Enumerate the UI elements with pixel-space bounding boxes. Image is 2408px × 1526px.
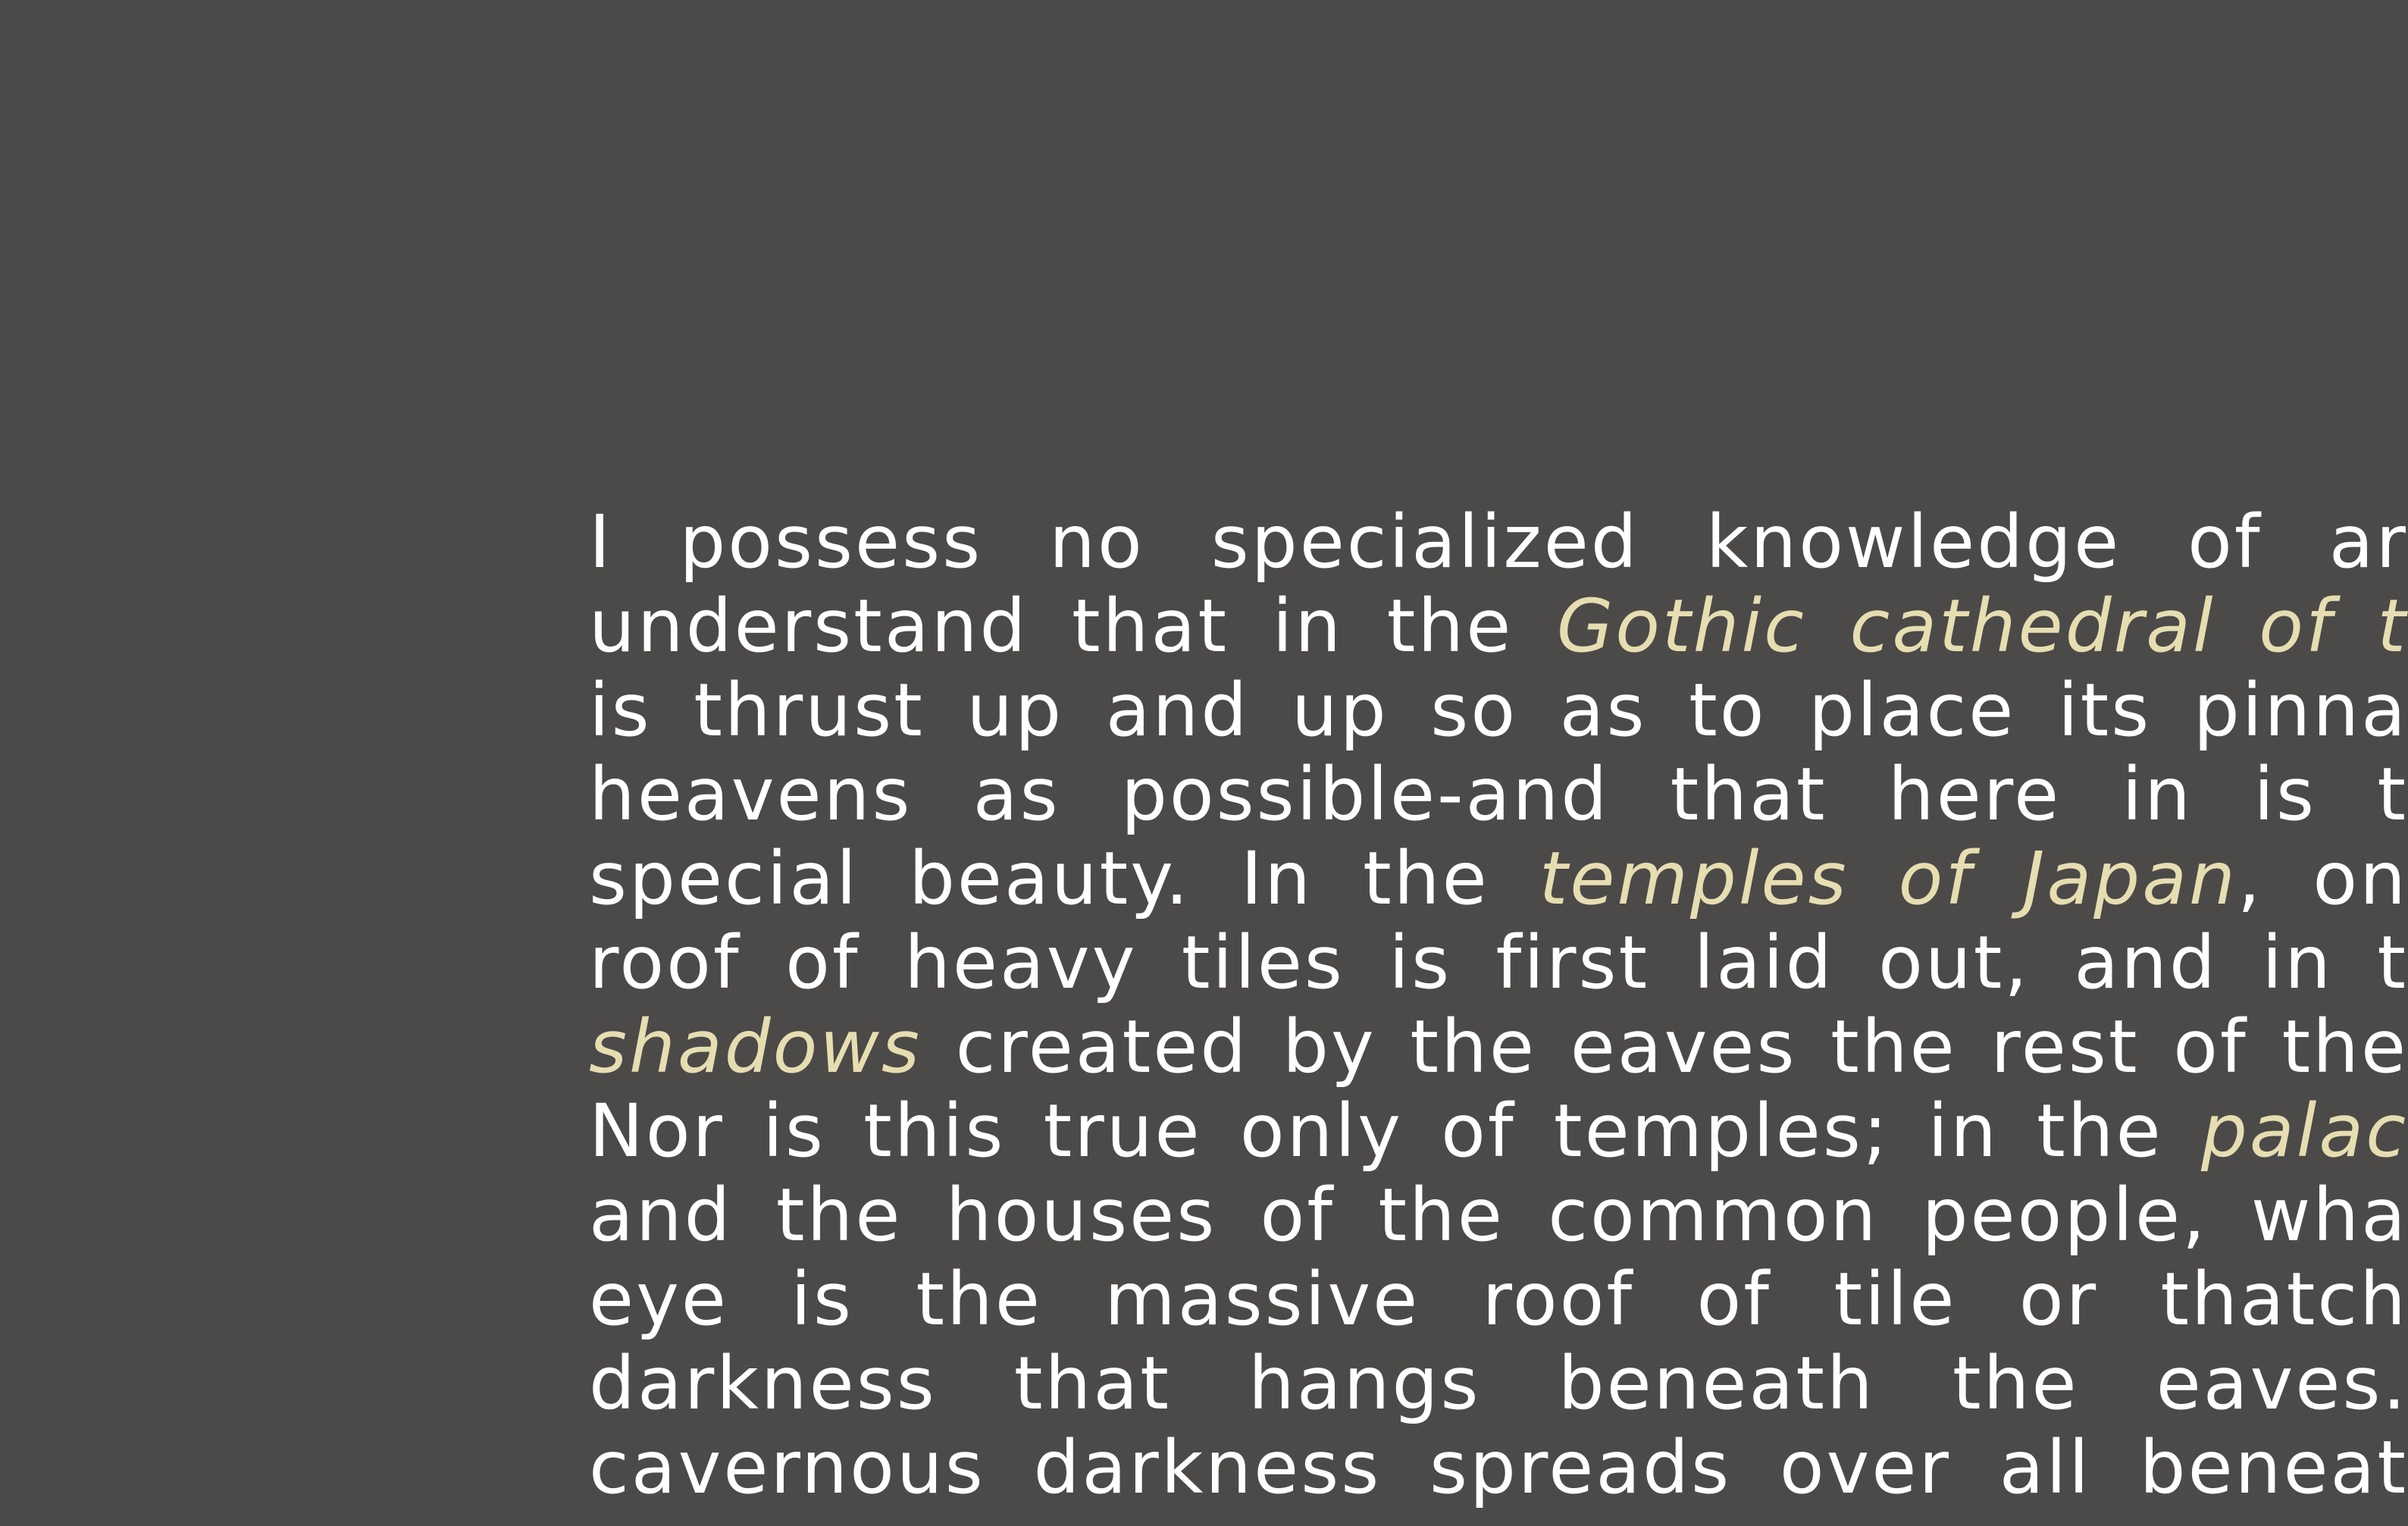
text-line [589, 837, 2408, 921]
text-segment: darkness that hangs beneath the eaves. [589, 1341, 2408, 1426]
text-segment: heavens as possible-and that here in is t [589, 752, 2408, 837]
highlighted-phrase: Gothic cathedral of t [1556, 584, 2408, 669]
text-segment: eye is the massive roof of tile or thatch [589, 1257, 2408, 1342]
text-line [589, 1258, 2408, 1342]
text-line [589, 753, 2408, 837]
text-segment: cavernous darkness spreads over all beneat [589, 1425, 2408, 1510]
text-segment: is thrust up and up so as to place its pinna [589, 668, 2408, 753]
text-segment: special beauty. In the [589, 836, 1539, 921]
text-segment: Nor is this true only of temples; in the [589, 1089, 2201, 1173]
highlighted-phrase: shadows [589, 1004, 922, 1089]
text-segment: and the houses of the common people, wha [589, 1173, 2408, 1258]
text-line [589, 500, 2408, 584]
text-line [589, 1089, 2408, 1173]
highlighted-phrase: palac [2200, 1089, 2408, 1173]
text-segment: roof of heavy tiles is first laid out, and in t [589, 920, 2408, 1005]
text-line [589, 584, 2408, 669]
text-line [589, 1426, 2408, 1510]
text-line [589, 1173, 2408, 1258]
text-line [589, 921, 2408, 1005]
highlighted-phrase: temples of Japan [1539, 836, 2237, 921]
text-segment: created by the eaves the rest of the [921, 1004, 2408, 1089]
text-segment: I possess no specialized knowledge of ar [589, 500, 2408, 584]
text-line [589, 1342, 2408, 1426]
text-segment: , on [2237, 836, 2408, 921]
essay-paragraph [589, 500, 2408, 1510]
text-line [589, 669, 2408, 753]
text-line [589, 1005, 2408, 1089]
text-segment: understand that in the [589, 584, 1557, 669]
